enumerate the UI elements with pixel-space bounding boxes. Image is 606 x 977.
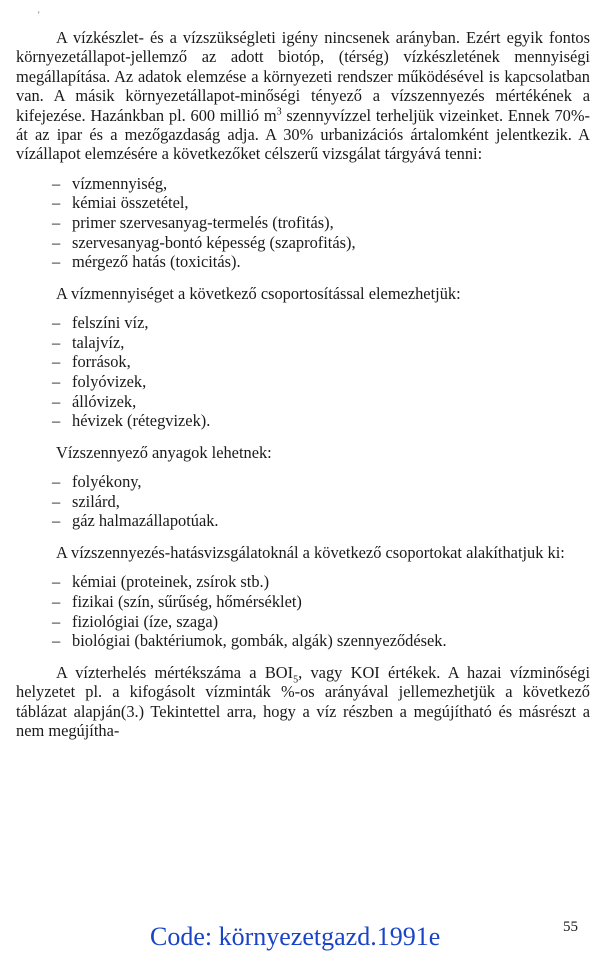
paragraph-4: A vízszennyezés-hatásvizsgálatoknál a következő csoportokat alakíthatjuk ki: <box>56 542 565 562</box>
list-item: – folyékony, <box>52 472 142 492</box>
paragraph-5: A vízterhelés mértékszáma a $BOI_5$, vagy KOI értékek. A hazai vízminőségi helyzetet pl. a kifogásolt vízminták %-os arányával jellemezhetjük a következő táblázat alapján(3.) Tekintettel arra, hogy a víz részben a megújítható és másrészt a nem megújítha- <box>16 662 590 740</box>
paragraph-2: A vízmennyiséget a következő csoportosítással elemezhetjük: <box>56 283 461 303</box>
subscript-5: 5 <box>293 674 299 686</box>
list-item: – fiziológiai (íze, szaga) <box>52 611 219 631</box>
list-water-analysis <box>16 174 590 272</box>
list-item: – hévizek (rétegvizek). <box>52 411 211 431</box>
list-pollutant-states <box>16 472 590 531</box>
list-item: – talajvíz, <box>52 332 125 352</box>
top-mark: ' <box>38 10 40 20</box>
list-item: – kémiai (proteinek, zsírok stb.) <box>52 572 270 592</box>
list-water-quantity <box>16 313 590 431</box>
code-caption: Code: környezetgazd.1991e <box>150 922 441 951</box>
list-item: – gáz halmazállapotúak. <box>52 511 219 531</box>
list-item: – források, <box>52 352 131 372</box>
list-item: – vízmennyiség, <box>52 173 168 193</box>
list-item: – mérgező hatás (toxicitás). <box>52 252 241 272</box>
list-item: – állóvizek, <box>52 391 137 411</box>
list-item: – szervesanyag-bontó képesség (szaprofitás), <box>52 232 356 252</box>
list-item: – primer szervesanyag-termelés (trofitás), <box>52 213 334 233</box>
list-item: – folyóvizek, <box>52 372 147 391</box>
list-pollution-groups <box>16 572 590 650</box>
list-item: – biológiai (baktériumok, gombák, algák) szennyeződések. <box>52 631 447 651</box>
list-item: – kémiai összetétel, <box>52 193 189 213</box>
list-item: – szilárd, <box>52 491 120 511</box>
page-number: 55 <box>563 919 578 935</box>
superscript-3: 3 <box>276 106 282 118</box>
list-item: – felszíni víz, <box>52 313 149 333</box>
paragraph-1: A vízkészlet- és a vízszükségleti igény nincsenek arányban. Ezért egyik fontos környezetállapot-jellemző az adott biotóp, (térség) vízkészletének mennyiségi megállapítása. Az adatok elemzése a környezeti rendszer működésével is kapcsolatban van. A másik környezetállapot-minőségi tényező a vízszennyezés mértékének a kifejezése. Hazánkban pl. 600 millió $m^3$ szennyvízzel terheljük vizeinket. Ennek 70%-át az ipar és a mezőgazdaság adja. A 30% urbanizációs ártalomként jelentkezik. A vízállapot elemzésére a következőket célszerű vizsgálat tárgyává tenni: <box>16 28 590 164</box>
list-item: – fizikai (szín, sűrűség, hőmérséklet) <box>52 591 302 611</box>
page-content <box>16 28 590 740</box>
paragraph-3: Vízszennyező anyagok lehetnek: <box>56 442 272 462</box>
